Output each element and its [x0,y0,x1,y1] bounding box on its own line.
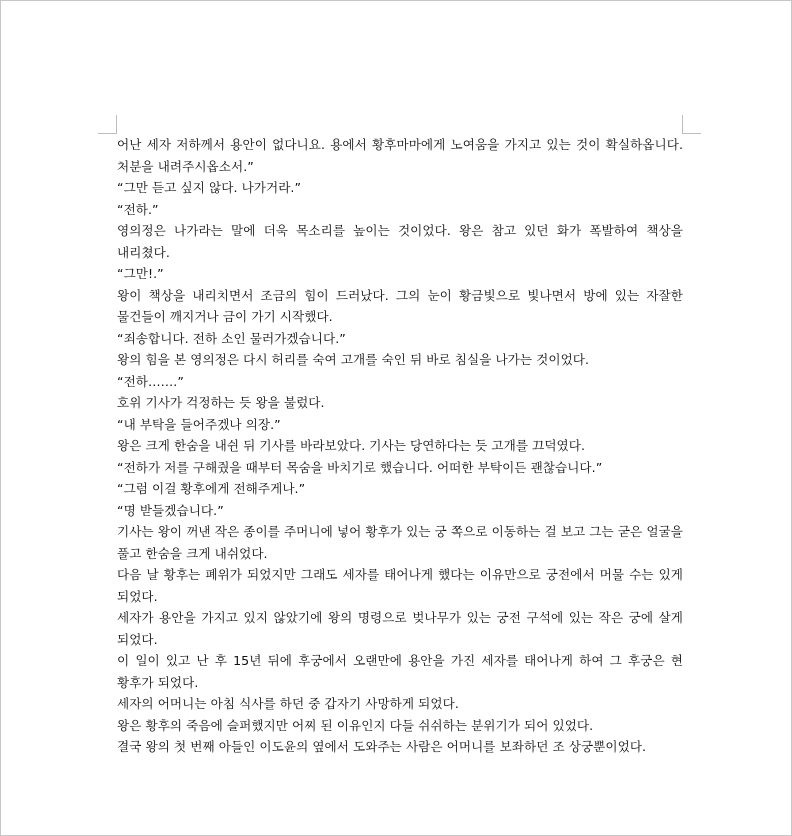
paragraph: 이 일이 있고 난 후 15년 뒤에 후궁에서 오랜만에 용안을 가진 세자를 태어나게 하여 그 후궁은 현 황후가 되었다. [117,653,683,690]
paragraph: 다음 날 황후는 폐위가 되었지만 그래도 세자를 태어나게 했다는 이유만으로 궁전에서 머물 수는 있게 되었다. [117,567,683,604]
paragraph: “명 받들겠습니다.” [117,502,224,518]
paragraph: “전하가 저를 구해줬을 때부터 목숨을 바치기로 했습니다. 어떠한 부탁이든 괜찮습니다.” [117,459,603,475]
paragraph: “그만!.” [117,266,164,281]
paragraph: 왕은 크게 한숨을 내쉰 뒤 기사를 바라보았다. 기사는 당연하다는 듯 고개를 끄덕였다. [117,438,586,453]
paragraph: “전하.” [117,201,159,217]
margin-corner-mark-top-left [98,115,117,134]
paragraph: 왕이 책상을 내리치면서 조금의 힘이 드러났다. 그의 눈이 황금빛으로 빛나면서 방에 있는 자잘한 물건들이 깨지거나 금이 가기 시작했다. [117,287,683,324]
paragraph: 왕은 황후의 죽음에 슬퍼했지만 어찌 된 이유인지 다들 쉬쉬하는 분위기가 되어 있었다. [117,717,594,733]
margin-corner-mark-top-right [682,115,701,134]
paragraph: 기사는 왕이 꺼낸 작은 종이를 주머니에 넣어 황후가 있는 궁 쪽으로 이동하는 걸 보고 그는 굳은 얼굴을 풀고 한숨을 크게 내쉬었다. [117,524,683,561]
paragraph: 호위 기사가 걱정하는 듯 왕을 불렀다. [117,395,325,410]
paragraph: 영의정은 나가라는 말에 더욱 목소리를 높이는 것이었다. 왕은 참고 있던 화가 폭발하여 책상을 내리쳤다. [117,223,683,260]
paragraph: 세자의 어머니는 아침 식사를 하던 중 갑자기 사망하게 되었다. [117,696,459,711]
paragraph: “내 부탁을 들어주겠나 의장.” [117,416,281,432]
paragraph: 결국 왕의 첫 번째 아들인 이도윤의 옆에서 도와주는 사람은 어머니를 보좌하던 조 상궁뿐이었다. [117,739,647,754]
paragraph: 세자가 용안을 가지고 있지 않았기에 왕의 명령으로 벚나무가 있는 궁전 구석에 있는 작은 궁에 살게 되었다. [117,610,683,647]
paragraph: “그만 듣고 싶지 않다. 나가거라.” [117,180,302,195]
paragraph: “그럼 이걸 황후에게 전해주게나.” [117,481,306,496]
paragraph: “전하…….” [117,373,184,389]
paragraph: 어난 세자 저하께서 용안이 없다니요. 용에서 황후마마에게 노여움을 가지고 있는 것이 확실하옵니다. 처분을 내려주시옵소서.” [117,137,683,174]
document-body[interactable] [117,134,683,758]
paragraph: 왕의 힘을 본 영의정은 다시 허리를 숙여 고개를 숙인 뒤 바로 침실을 나가는 것이었다. [117,352,590,367]
paragraph: “죄송합니다. 전하 소인 물러가겠습니다.” [117,330,346,346]
